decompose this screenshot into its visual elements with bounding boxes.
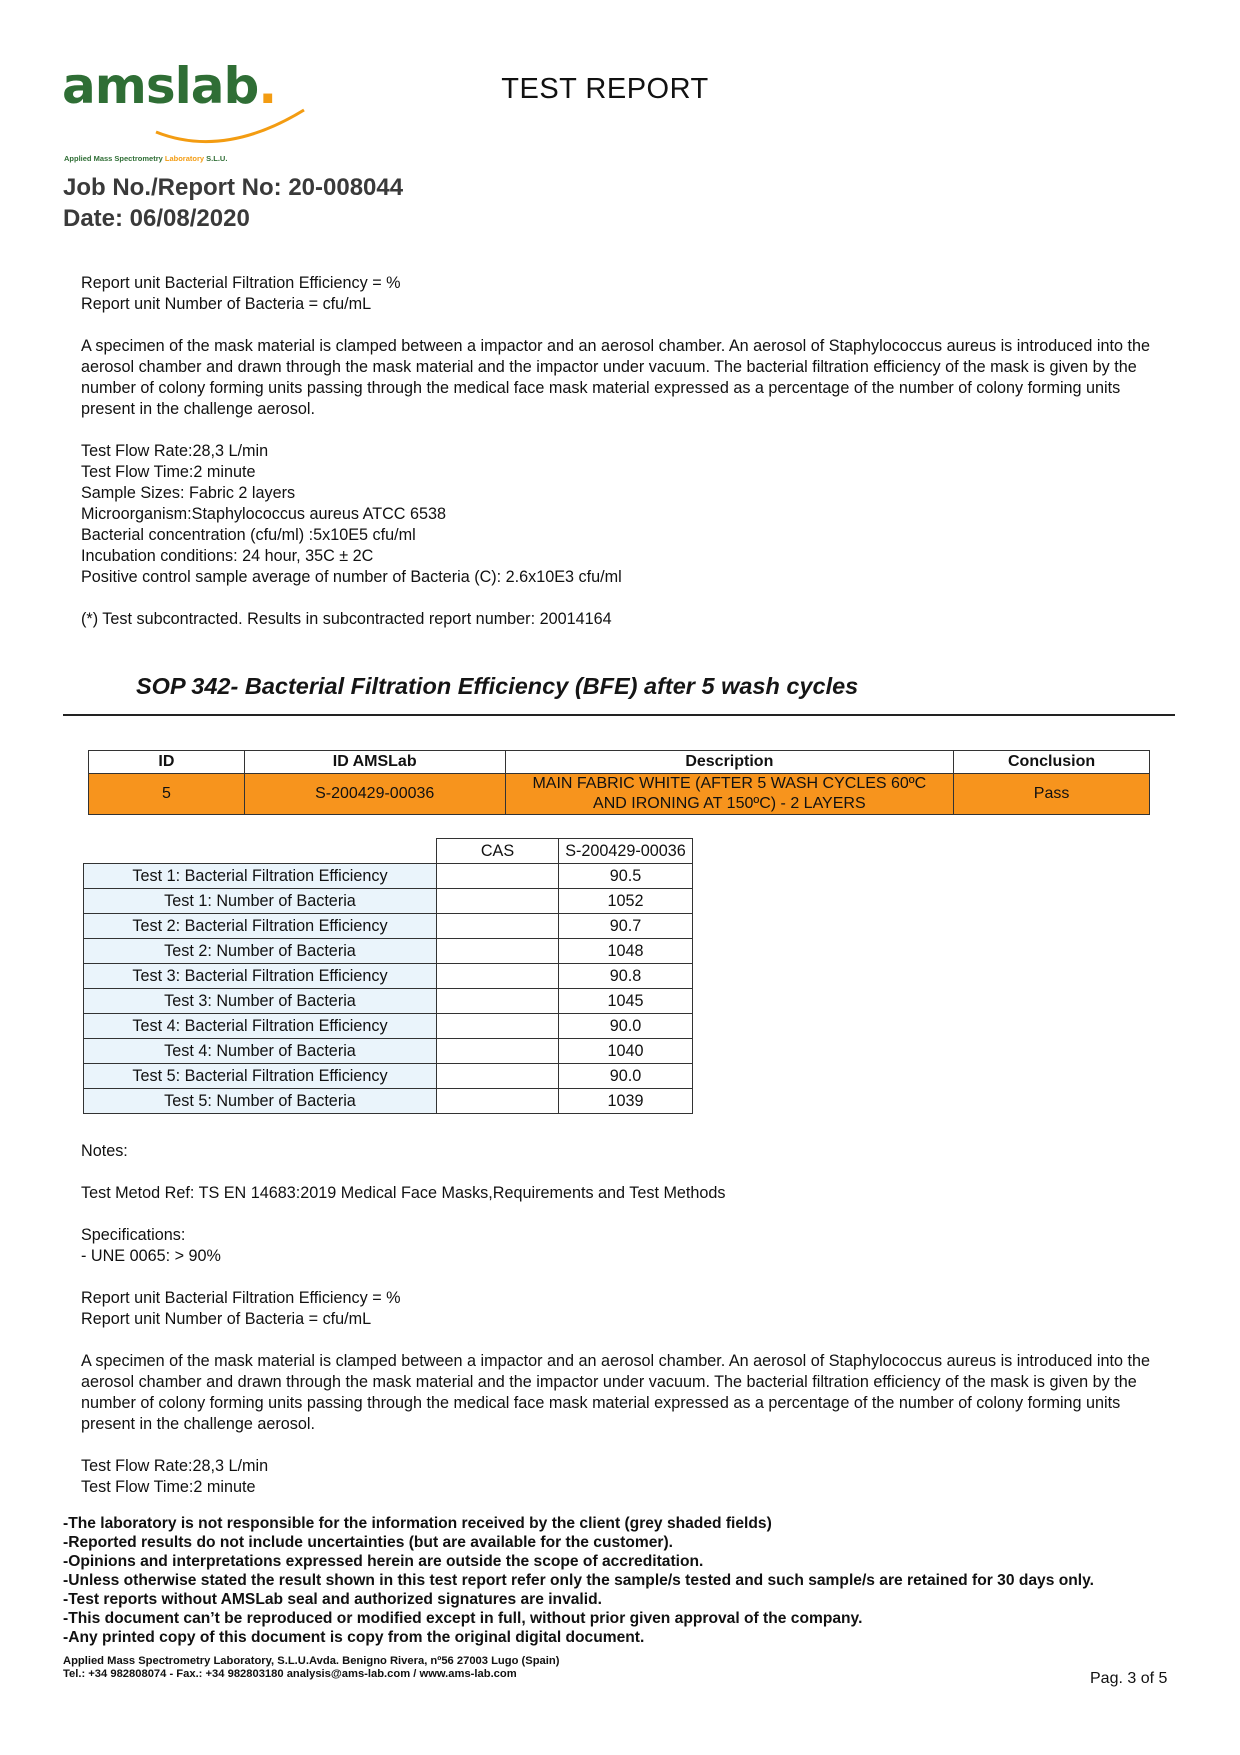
table-row: Test 5: Bacterial Filtration Efficiency 90.0 [84, 1064, 693, 1089]
table-row: Test 5: Number of Bacteria 1039 [84, 1089, 693, 1114]
notes-units: Report unit Bacterial Filtration Efficiency = % Report unit Number of Bacteria = cfu/mL [81, 1289, 401, 1328]
section-heading: SOP 342- Bacterial Filtration Efficiency (BFE) after 5 wash cycles [136, 673, 859, 699]
disclaimer-line: -Test reports without AMSLab seal and authorized signatures are invalid. [63, 1591, 602, 1608]
sample-description: MAIN FABRIC WHITE (AFTER 5 WASH CYCLES 60ºC AND IRONING AT 150ºC) - 2 LAYERS [505, 774, 954, 815]
unit-bacteria: Report unit Number of Bacteria = cfu/mL [81, 295, 372, 313]
header-id-amslab: ID AMSLab [244, 751, 505, 774]
table-row: Test 1: Number of Bacteria 1052 [84, 889, 693, 914]
report-date: Date: 06/08/2020 [63, 205, 250, 232]
table-row: Test 2: Bacterial Filtration Efficiency 90.7 [84, 914, 693, 939]
logo-wordmark: amslab. [62, 57, 277, 115]
disclaimers [63, 1514, 1183, 1647]
table-row: Test 4: Number of Bacteria 1040 [84, 1039, 693, 1064]
header-cas: CAS [437, 839, 559, 864]
intro-units [81, 273, 1161, 315]
subcontract-note: (*) Test subcontracted. Results in subcontracted report number: 20014164 [81, 610, 612, 628]
param-line: Test Flow Time:2 minute [81, 463, 256, 481]
param-line: Test Flow Rate:28,3 L/min [81, 442, 269, 460]
disclaimer-line: -Reported results do not include uncertainties (but are available for the customer). [63, 1534, 673, 1551]
disclaimer-line: -This document can’t be reproduced or modified except in full, without prior given approval of the company. [63, 1610, 863, 1627]
param-line: Bacterial concentration (cfu/ml) :5x10E5 cfu/ml [81, 526, 416, 544]
sample-row [89, 774, 1150, 815]
logo-subtitle: Applied Mass Spectrometry Laboratory S.L.U. [64, 154, 228, 163]
disclaimer-line: -Any printed copy of this document is copy from the original digital document. [63, 1629, 645, 1646]
footer-address: Applied Mass Spectrometry Laboratory, S.L.U.Avda. Benigno Rivera, nº56 27003 Lugo (Spain) Tel.: +34 982808074 - Fax.: +34 982803180 analysis@ams-lab.com / www.ams-lab.com [63, 1655, 560, 1680]
section-divider [63, 714, 1175, 716]
unit-bfe: Report unit Bacterial Filtration Efficiency = % [81, 274, 401, 292]
header-id: ID [89, 751, 245, 774]
sample-table [88, 750, 1150, 815]
test-parameters [81, 441, 1161, 588]
specifications: Specifications: - UNE 0065: > 90% [81, 1226, 221, 1265]
notes-label: Notes: [81, 1142, 128, 1160]
header-description: Description [505, 751, 954, 774]
disclaimer-line: -The laboratory is not responsible for the information received by the client (grey shaded fields) [63, 1515, 772, 1532]
document-title: TEST REPORT [501, 73, 709, 105]
table-row: Test 1: Bacterial Filtration Efficiency 90.5 [84, 864, 693, 889]
disclaimer-line: -Unless otherwise stated the result shown in this test report refer only the sample/s tested and such sample/s are retained for 30 days only. [63, 1572, 1094, 1589]
method-reference: Test Metod Ref: TS EN 14683:2019 Medical Face Masks,Requirements and Test Methods [81, 1184, 726, 1202]
sample-conclusion: Pass [954, 774, 1150, 815]
results-table [83, 838, 693, 1114]
sample-id: 5 [89, 774, 245, 815]
header-sample: S-200429-00036 [559, 839, 693, 864]
param-line: Incubation conditions: 24 hour, 35C ± 2C [81, 547, 374, 565]
param-line: Microorganism:Staphylococcus aureus ATCC 6538 [81, 505, 446, 523]
page-number: Pag. 3 of 5 [1090, 1670, 1168, 1687]
param-line: Positive control sample average of number of Bacteria (C): 2.6x10E3 cfu/ml [81, 568, 622, 586]
table-row: Test 3: Number of Bacteria 1045 [84, 989, 693, 1014]
job-report-number: Job No./Report No: 20-008044 [63, 174, 404, 201]
table-row: Test 3: Bacterial Filtration Efficiency 90.8 [84, 964, 693, 989]
intro-description: A specimen of the mask material is clamped between a impactor and an aerosol chamber. An aerosol of Staphylococcus aureus is introduced into the aerosol chamber and drawn through the mask material and the impactor under vacuum. The bacterial filtration efficiency of the mask is given by the number of colony forming units passing through the medical face mask material expressed as a percentage of the number of colony forming units present in the challenge aerosol. [81, 337, 1150, 418]
sample-amslab-id: S-200429-00036 [244, 774, 505, 815]
table-row: Test 4: Bacterial Filtration Efficiency 90.0 [84, 1014, 693, 1039]
param-line: Sample Sizes: Fabric 2 layers [81, 484, 296, 502]
disclaimer-line: -Opinions and interpretations expressed herein are outside the scope of accreditation. [63, 1553, 704, 1570]
sample-table-header [89, 751, 1150, 774]
table-row: Test 2: Number of Bacteria 1048 [84, 939, 693, 964]
header-conclusion: Conclusion [954, 751, 1150, 774]
results-header [84, 839, 693, 864]
logo-swoosh-icon [154, 104, 314, 156]
notes-description: A specimen of the mask material is clamped between a impactor and an aerosol chamber. An aerosol of Staphylococcus aureus is introduced into the aerosol chamber and drawn through the mask material and the impactor under vacuum. The bacterial filtration efficiency of the mask is given by the number of colony forming units passing through the medical face mask material expressed as a percentage of the number of colony forming units present in the challenge aerosol. [81, 1352, 1150, 1433]
notes-flow: Test Flow Rate:28,3 L/min Test Flow Time:2 minute [81, 1457, 269, 1496]
